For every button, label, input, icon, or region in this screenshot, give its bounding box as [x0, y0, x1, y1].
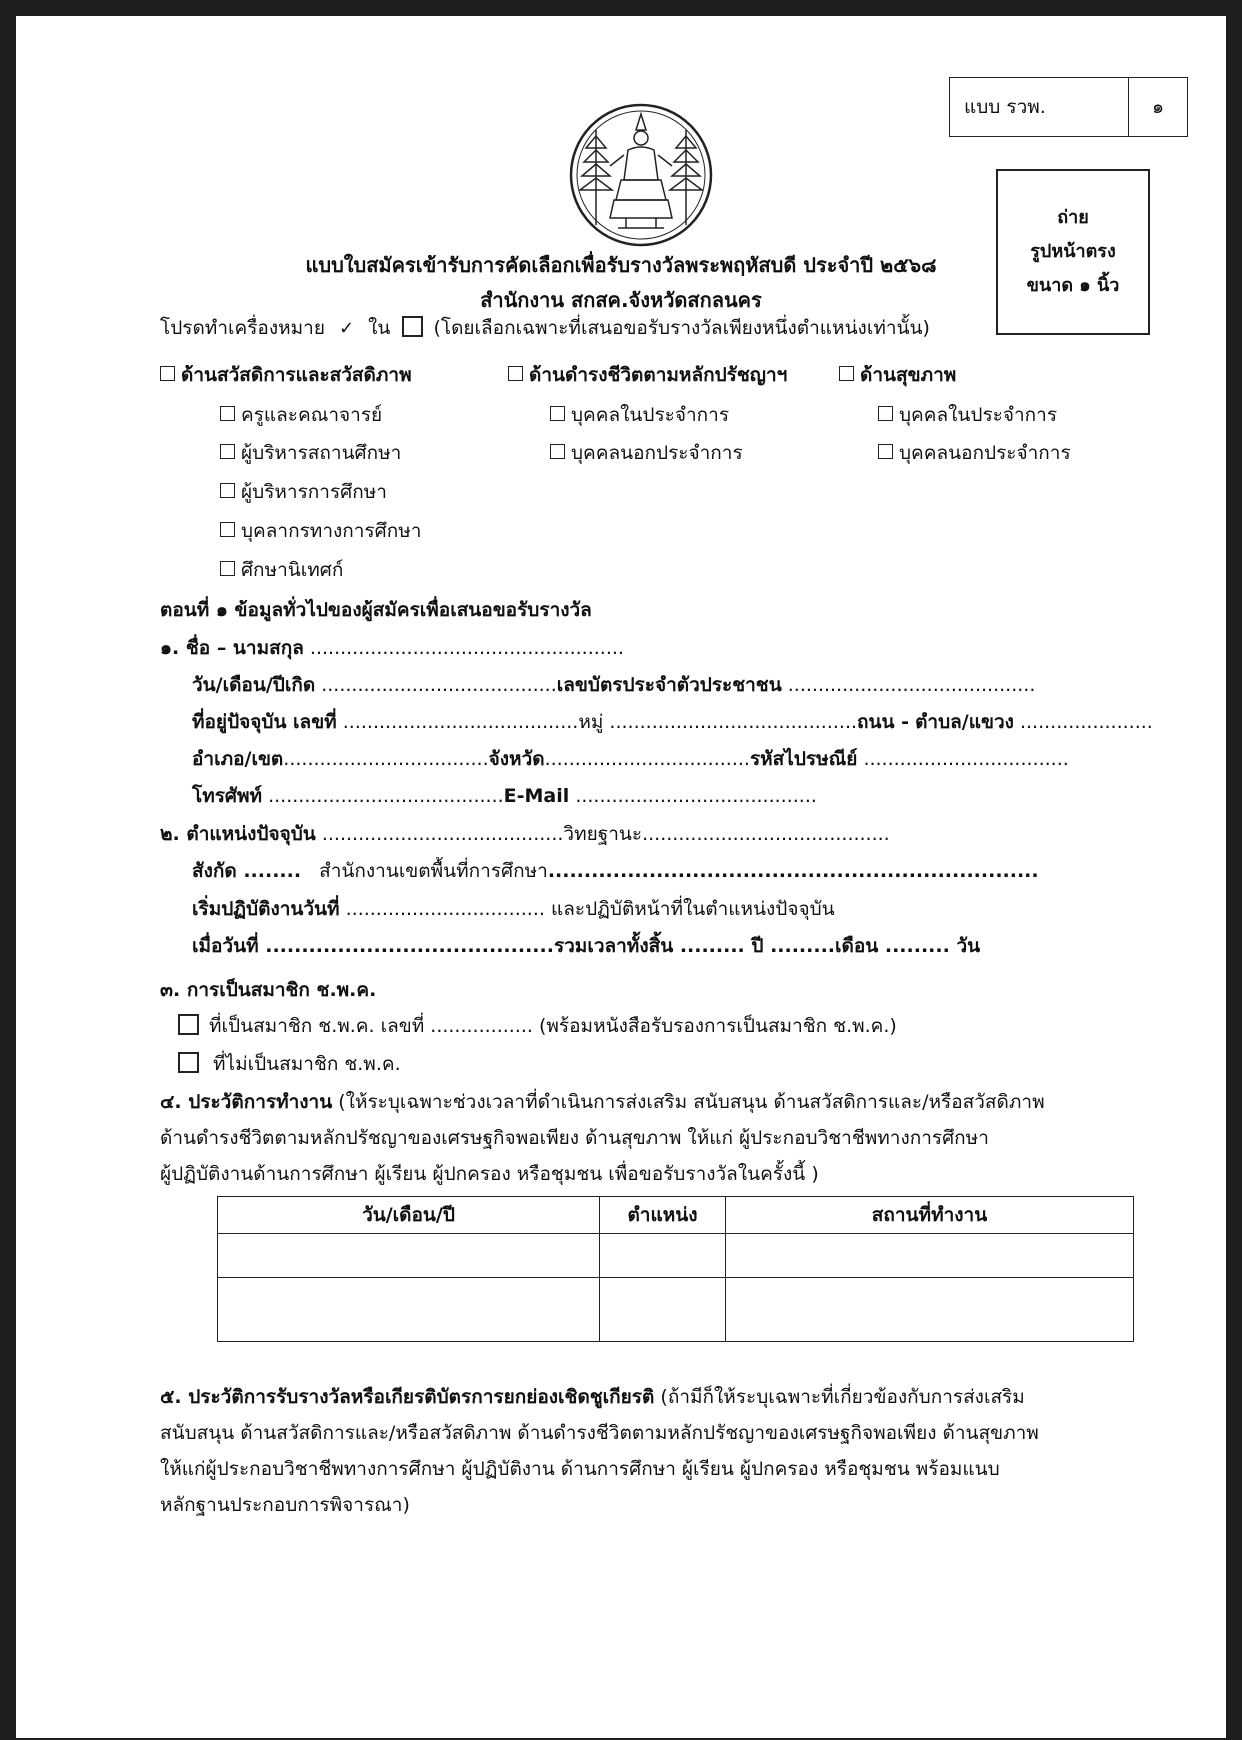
category-sufficiency-title: ด้านดำรงชีวิตตามหลักปรัชญาฯ	[529, 364, 788, 386]
category-health[interactable]	[839, 363, 956, 387]
option-label: ผู้บริหารสถานศึกษา	[241, 442, 402, 464]
q4-line1	[160, 1090, 1045, 1114]
option-welfare-3[interactable]	[220, 480, 387, 504]
option-label: บุคลากรทางการศึกษา	[241, 520, 422, 542]
instruction-prefix: โปรดทำเครื่องหมาย	[160, 317, 325, 339]
option-checkbox[interactable]	[878, 444, 893, 459]
q2-since-line	[192, 934, 980, 958]
option-checkbox[interactable]	[220, 406, 235, 421]
photo-box-line1: ถ่าย	[1057, 207, 1089, 228]
garuda-deity-seal-icon	[566, 100, 716, 250]
id-card-label: เลขบัตรประจำตัวประชาชน	[556, 674, 782, 696]
since-field[interactable]: เมื่อวันที่ ........................................	[192, 935, 554, 957]
postcode-field[interactable]: ..................................	[863, 748, 1069, 770]
category-health-checkbox[interactable]	[839, 366, 854, 381]
category-sufficiency[interactable]	[508, 363, 787, 387]
province-field[interactable]: ..................................	[544, 748, 750, 770]
option-welfare-4[interactable]	[220, 519, 421, 543]
option-label: ครูและคณาจารย์	[241, 404, 383, 426]
q3-non-member-option[interactable]	[178, 1052, 401, 1076]
phone-field[interactable]: .......................................	[268, 785, 504, 807]
option-welfare-2[interactable]	[220, 441, 401, 465]
form-code-label: แบบ รวพ.	[950, 78, 1129, 136]
form-code-box	[949, 77, 1188, 137]
option-welfare-1[interactable]	[220, 403, 382, 427]
q2-start-line	[192, 897, 835, 921]
total-time-field[interactable]: รวมเวลาทั้งสิ้น ......... ปี .........เดือน ......... วัน	[553, 935, 981, 957]
office-field[interactable]: ....................................................................	[547, 860, 1039, 882]
option-health-1[interactable]	[878, 403, 1057, 427]
option-checkbox[interactable]	[550, 444, 565, 459]
birthdate-field[interactable]: .......................................	[321, 674, 557, 696]
address-label: ที่อยู่ปัจจุบัน เลขที่	[192, 711, 337, 733]
province-label: จังหวัด	[488, 748, 545, 770]
q5-desc-3: ให้แก่ผู้ประกอบวิชาชีพทางการศึกษา ผู้ปฏิบัติงาน ด้านการศึกษา ผู้เรียน ผู้ปกครอง หรือชุมชน พร้อมแนบ	[160, 1458, 1000, 1480]
table-cell[interactable]	[726, 1234, 1134, 1278]
table-cell[interactable]	[218, 1278, 600, 1342]
table-cell[interactable]	[600, 1278, 726, 1342]
option-welfare-5[interactable]	[220, 558, 343, 582]
q1-address-line	[192, 710, 1153, 734]
instruction-line	[160, 316, 930, 341]
option-label: บุคคลในประจำการ	[899, 404, 1058, 426]
table-row	[218, 1278, 1134, 1342]
member-label: ที่เป็นสมาชิก ช.พ.ค. เลขที่ ................. (พร้อมหนังสือรับรองการเป็นสมาชิก ช.พ.ค.)	[209, 1015, 897, 1037]
member-checkbox[interactable]	[178, 1014, 199, 1035]
q3-label: ๓. การเป็นสมาชิก ช.พ.ค.	[160, 979, 377, 1001]
sample-checkbox	[402, 316, 423, 337]
q4-desc-3: ผู้ปฏิบัติงานด้านการศึกษา ผู้เรียน ผู้ปกครอง หรือชุมชน เพื่อขอรับรางวัลในครั้งนี้ )	[160, 1163, 819, 1185]
q4-label: ๔. ประวัติการทำงาน	[160, 1091, 333, 1113]
work-history-table	[217, 1196, 1134, 1342]
form-title: แบบใบสมัครเข้ารับการคัดเลือกเพื่อรับรางวัลพระพฤหัสบดี ประจำปี ๒๕๖๘	[305, 253, 937, 277]
subdistrict-label: ตำบล/แขวง	[915, 711, 1014, 733]
instruction-suffix: (โดยเลือกเฉพาะที่เสนอขอรับรางวัลเพียงหนึ่งตำแหน่งเท่านั้น)	[433, 317, 930, 339]
road-label: ถนน -	[857, 711, 910, 733]
district-field[interactable]: ..................................	[283, 748, 489, 770]
q5-desc-4: หลักฐานประกอบการพิจารณา)	[160, 1494, 410, 1516]
option-label: ผู้บริหารการศึกษา	[241, 481, 387, 503]
phone-label: โทรศัพท์	[192, 785, 263, 807]
option-label: ศึกษานิเทศก์	[241, 559, 344, 581]
start-field[interactable]: .................................	[345, 898, 545, 920]
birthdate-label: วัน/เดือน/ปีเกิด	[192, 674, 316, 696]
q1-label: ๑. ชื่อ – นามสกุล	[160, 637, 304, 659]
subdistrict-field[interactable]: ......................	[1019, 711, 1153, 733]
email-field[interactable]: ........................................	[575, 785, 817, 807]
district-label: อำเภอ/เขต	[192, 748, 284, 770]
table-header-date: วัน/เดือน/ปี	[218, 1197, 600, 1234]
check-mark-icon: ✓	[339, 318, 355, 339]
option-label: บุคคลนอกประจำการ	[571, 442, 743, 464]
q1-phone-line	[192, 784, 817, 808]
option-checkbox[interactable]	[550, 406, 565, 421]
moo-label: หมู่	[578, 711, 604, 733]
option-health-2[interactable]	[878, 441, 1071, 465]
postcode-label: รหัสไปรษณีย์	[749, 748, 858, 770]
category-health-title: ด้านสุขภาพ	[860, 364, 957, 386]
q5-label: ๕. ประวัติการรับรางวัลหรือเกียรติบัตรการยกย่องเชิดชูเกียรติ	[160, 1386, 655, 1408]
option-sufficiency-1[interactable]	[550, 403, 729, 427]
option-checkbox[interactable]	[878, 406, 893, 421]
option-checkbox[interactable]	[220, 444, 235, 459]
form-code-number: ๑	[1151, 96, 1165, 118]
option-checkbox[interactable]	[220, 561, 235, 576]
form-page	[16, 16, 1226, 1738]
q2-label: ๒. ตำแหน่งปัจจุบัน	[160, 823, 316, 845]
photo-box-line2: รูปหน้าตรง	[1030, 241, 1116, 262]
option-checkbox[interactable]	[220, 522, 235, 537]
id-card-field[interactable]: .........................................	[787, 674, 1036, 696]
table-header-workplace: สถานที่ทำงาน	[726, 1197, 1134, 1234]
rank-label: วิทยฐานะ	[563, 823, 643, 845]
option-checkbox[interactable]	[220, 483, 235, 498]
start-label: เริ่มปฏิบัติงานวันที่	[192, 898, 340, 920]
table-header-position: ตำแหน่ง	[600, 1197, 726, 1234]
table-cell[interactable]	[600, 1234, 726, 1278]
form-subtitle: สำนักงาน สกสค.จังหวัดสกลนคร	[480, 288, 762, 312]
q4-desc-2: ด้านดำรงชีวิตตามหลักปรัชญาของเศรษฐกิจพอเพียง ด้านสุขภาพ ให้แก่ ผู้ประกอบวิชาชีพทางการศึกษา	[160, 1127, 989, 1149]
affiliation-label: สังกัด ........	[192, 860, 302, 882]
category-welfare[interactable]	[160, 363, 412, 387]
table-cell[interactable]	[218, 1234, 600, 1278]
rank-field[interactable]: .........................................	[642, 823, 890, 845]
q2-affiliation-line	[192, 859, 1039, 883]
non-member-checkbox[interactable]	[178, 1052, 199, 1073]
name-field[interactable]: ....................................................	[309, 637, 624, 659]
email-label: E-Mail	[503, 785, 570, 807]
option-label: บุคคลนอกประจำการ	[899, 442, 1071, 464]
q2-position-line	[160, 822, 890, 846]
category-welfare-title: ด้านสวัสดิการและสวัสดิภาพ	[181, 364, 412, 386]
non-member-label: ที่ไม่เป็นสมาชิก ช.พ.ค.	[213, 1053, 401, 1075]
q3-member-option[interactable]	[178, 1014, 897, 1038]
q4-desc-1: (ให้ระบุเฉพาะช่วงเวลาที่ดำเนินการส่งเสริม สนับสนุน ด้านสวัสดิการและ/หรือสวัสดิภาพ	[338, 1091, 1045, 1113]
q1-district-line	[192, 747, 1069, 771]
address-field[interactable]: .......................................	[342, 711, 579, 733]
q1-birth-line	[192, 673, 1035, 697]
office-label: สำนักงานเขตพื้นที่การศึกษา	[319, 860, 548, 882]
category-sufficiency-checkbox[interactable]	[508, 366, 523, 381]
photo-box-line3: ขนาด ๑ นิ้ว	[1026, 275, 1120, 296]
option-label: บุคคลในประจำการ	[571, 404, 730, 426]
option-sufficiency-2[interactable]	[550, 441, 743, 465]
instruction-in: ใน	[368, 317, 391, 339]
duty-label: และปฏิบัติหน้าที่ในตำแหน่งปัจจุบัน	[550, 898, 835, 920]
q5-line1	[160, 1385, 1025, 1409]
q1-name-line	[160, 636, 624, 660]
position-field[interactable]: ........................................	[321, 823, 564, 845]
table-row	[218, 1234, 1134, 1278]
part1-heading: ตอนที่ ๑ ข้อมูลทั่วไปของผู้สมัครเพื่อเสนอขอรับรางวัล	[160, 599, 592, 621]
q5-desc-1: (ถ้ามีก็ให้ระบุเฉพาะที่เกี่ยวข้องกับการส่งเสริม	[660, 1386, 1025, 1408]
category-welfare-checkbox[interactable]	[160, 366, 175, 381]
q5-desc-2: สนับสนุน ด้านสวัสดิการและ/หรือสวัสดิภาพ ด้านดำรงชีวิตตามหลักปรัชญาของเศรษฐกิจพอเพียง ด้านสุขภาพ	[160, 1422, 1039, 1444]
table-cell[interactable]	[726, 1278, 1134, 1342]
moo-field[interactable]: .........................................	[609, 711, 858, 733]
